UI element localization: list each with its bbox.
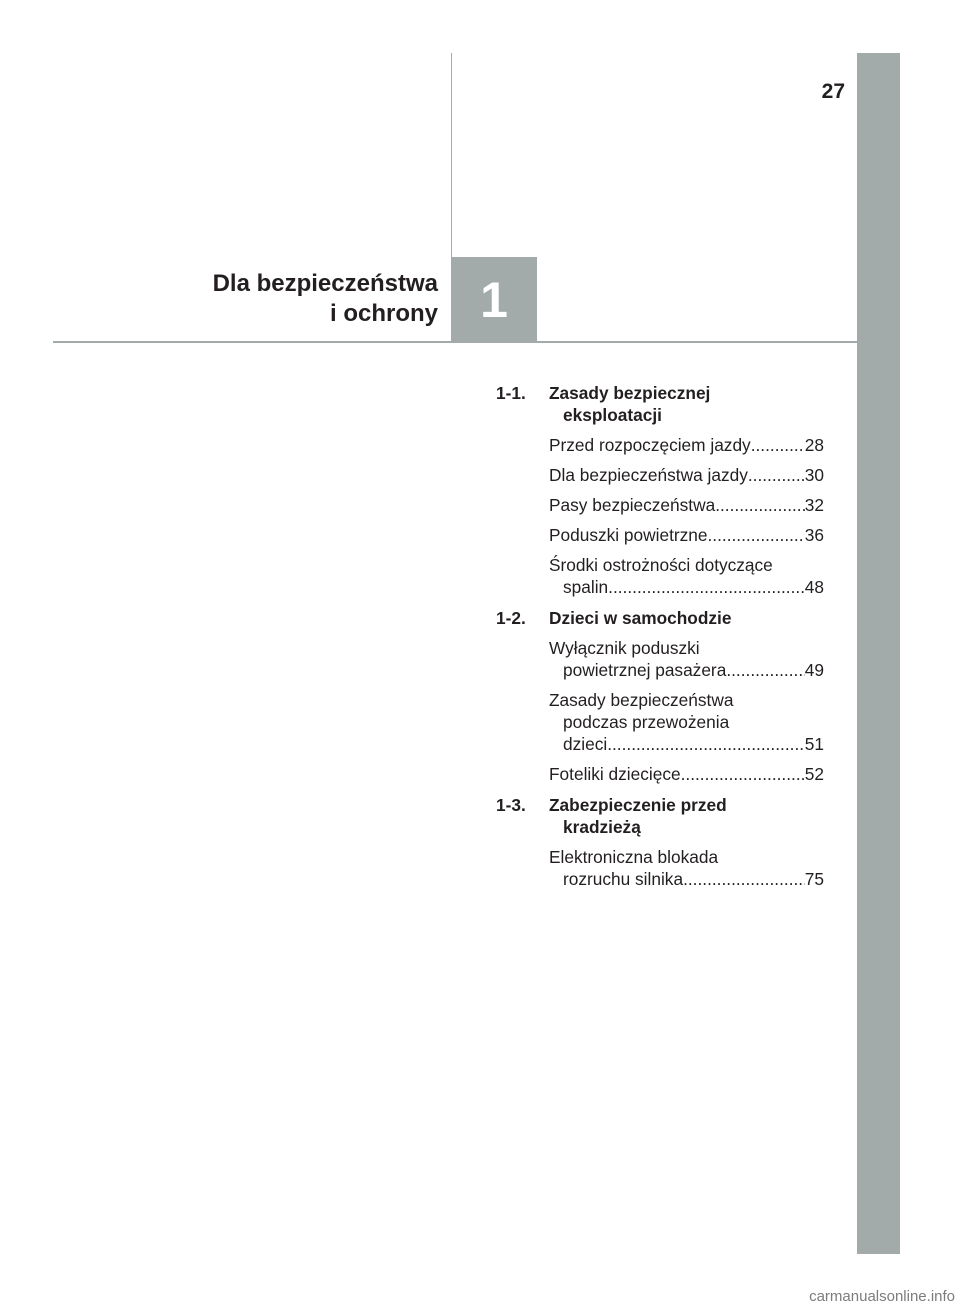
toc-entry-page: 30 <box>804 465 824 485</box>
toc-entry-text: rozruchu silnika <box>563 869 684 889</box>
toc-entry-text: dzieci <box>563 734 608 754</box>
toc-entry[interactable] <box>549 637 824 681</box>
toc-section-number: 1-3. <box>496 795 526 815</box>
toc-section[interactable] <box>496 794 824 838</box>
chapter-title-line-2: i ochrony <box>329 300 438 327</box>
toc-entry[interactable] <box>549 763 824 785</box>
toc-entry-text: Poduszki powietrzne <box>549 525 708 545</box>
toc-entry-text: Elektroniczna blokada <box>549 847 719 867</box>
toc-section[interactable] <box>496 382 824 426</box>
toc-entry[interactable] <box>549 689 824 755</box>
horizontal-divider-left <box>53 341 451 343</box>
toc-entry-page: 36 <box>804 525 824 545</box>
toc-section-title-line: Dzieci w samochodzie <box>549 608 732 628</box>
toc-entry-page: 52 <box>804 764 824 784</box>
toc-entry-text: Dla bezpieczeństwa jazdy <box>549 465 748 485</box>
toc-leader-dots <box>708 524 805 546</box>
toc-entry-page: 75 <box>804 869 824 889</box>
vertical-divider <box>451 53 452 257</box>
toc-entry[interactable] <box>549 464 824 486</box>
toc-entry[interactable] <box>549 494 824 516</box>
toc-entry[interactable] <box>549 554 824 598</box>
toc-entry-text: spalin <box>563 577 609 597</box>
toc-leader-dots <box>715 494 805 516</box>
table-of-contents <box>496 382 824 890</box>
toc-entry-page: 51 <box>804 734 824 754</box>
toc-leader-dots <box>607 733 805 755</box>
watermark-text: carmanualsonline.info <box>809 1288 955 1305</box>
toc-entry-page: 49 <box>804 660 824 680</box>
toc-entry-text: powietrznej pasażera <box>563 660 727 680</box>
toc-leader-dots <box>681 763 805 785</box>
page-number: 27 <box>821 80 845 103</box>
toc-section-number: 1-2. <box>496 608 526 628</box>
toc-section-title <box>549 794 824 838</box>
toc-section-title-line: kradzieżą <box>563 817 641 837</box>
toc-entry-page: 48 <box>804 577 824 597</box>
toc-entry-text: Przed rozpoczęciem jazdy <box>549 435 751 455</box>
toc-entry-text: Zasady bezpieczeństwa <box>549 690 734 710</box>
toc-section-title-line: Zasady bezpiecznej <box>549 383 711 403</box>
toc-leader-dots <box>751 434 805 456</box>
toc-entry-text: Wyłącznik poduszki <box>549 638 700 658</box>
toc-entry[interactable] <box>549 434 824 456</box>
toc-section-title-line: Zabezpieczenie przed <box>549 795 727 815</box>
toc-entry-page: 32 <box>804 495 824 515</box>
toc-entry[interactable] <box>549 524 824 546</box>
toc-entry-page: 28 <box>804 435 824 455</box>
toc-section-title <box>549 382 824 426</box>
toc-section-number: 1-1. <box>496 383 526 403</box>
chapter-title <box>120 269 438 329</box>
toc-entry-text: Środki ostrożności dotyczące <box>549 555 773 575</box>
toc-entry-text: Foteliki dziecięce <box>549 764 681 784</box>
toc-section-title-line: eksploatacji <box>563 405 662 425</box>
toc-leader-dots <box>608 576 805 598</box>
side-chapter-tab <box>857 53 900 1254</box>
horizontal-divider-right <box>537 341 857 343</box>
toc-leader-dots <box>683 868 805 890</box>
chapter-title-line-1: Dla bezpieczeństwa <box>212 270 438 297</box>
toc-leader-dots <box>726 659 804 681</box>
chapter-number-box <box>451 257 537 343</box>
toc-section[interactable] <box>496 607 824 629</box>
chapter-number: 1 <box>480 272 508 328</box>
toc-leader-dots <box>748 464 805 486</box>
toc-entry-text: Pasy bezpieczeństwa <box>549 495 716 515</box>
toc-entry[interactable] <box>549 846 824 890</box>
toc-entry-text: podczas przewożenia <box>563 712 730 732</box>
toc-section-title <box>549 607 824 629</box>
